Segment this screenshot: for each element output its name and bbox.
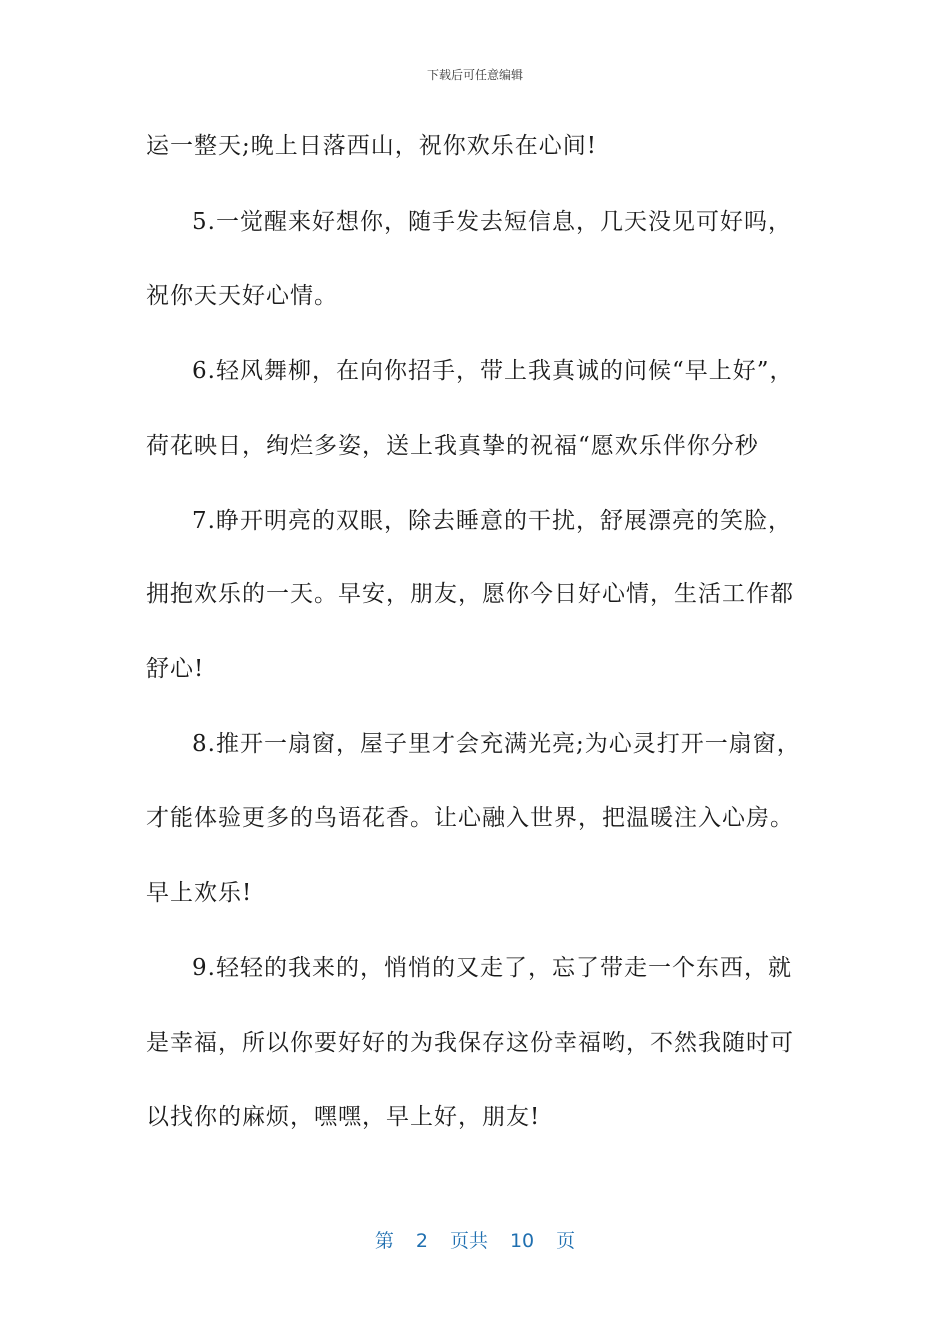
paragraph-line: 拥抱欢乐的一天。早安，朋友，愿你今日好心情，生活工作都 xyxy=(146,581,794,607)
paragraph-line: 7.睁开明亮的双眼，除去睡意的干扰，舒展漂亮的笑脸， xyxy=(192,508,792,534)
page-footer xyxy=(0,1226,950,1253)
footer-suffix: 页 xyxy=(556,1230,576,1252)
paragraph-line: 5.一觉醒来好想你，随手发去短信息，几天没见可好吗， xyxy=(192,209,792,235)
paragraph-line: 9.轻轻的我来的，悄悄的又走了，忘了带走一个东西，就 xyxy=(192,955,792,981)
paragraph-line: 6.轻风舞柳，在向你招手，带上我真诚的问候“早上好”， xyxy=(192,358,794,384)
paragraph-line: 才能体验更多的鸟语花香。让心融入世界，把温暖注入心房。 xyxy=(146,805,794,831)
paragraph-line: 舒心! xyxy=(146,656,205,682)
footer-prefix: 第 xyxy=(374,1230,394,1252)
paragraph-line: 早上欢乐! xyxy=(146,880,253,906)
footer-middle: 页共 xyxy=(449,1230,488,1252)
current-page-number: 2 xyxy=(415,1230,428,1252)
paragraph-line: 荷花映日，绚烂多姿，送上我真挚的祝福“愿欢乐伴你分秒 xyxy=(146,433,759,459)
paragraph-line: 运一整天;晚上日落西山，祝你欢乐在心间! xyxy=(146,133,597,159)
total-pages-number: 10 xyxy=(509,1230,535,1252)
paragraph-line: 祝你天天好心情。 xyxy=(146,283,338,309)
paragraph-line: 是幸福，所以你要好好的为我保存这份幸福哟，不然我随时可 xyxy=(146,1030,794,1056)
paragraph-line: 以找你的麻烦，嘿嘿，早上好，朋友! xyxy=(146,1104,541,1130)
paragraph-line: 8.推开一扇窗，屋子里才会充满光亮;为心灵打开一扇窗， xyxy=(192,731,801,757)
page-header: 下载后可任意编辑 xyxy=(426,68,523,82)
